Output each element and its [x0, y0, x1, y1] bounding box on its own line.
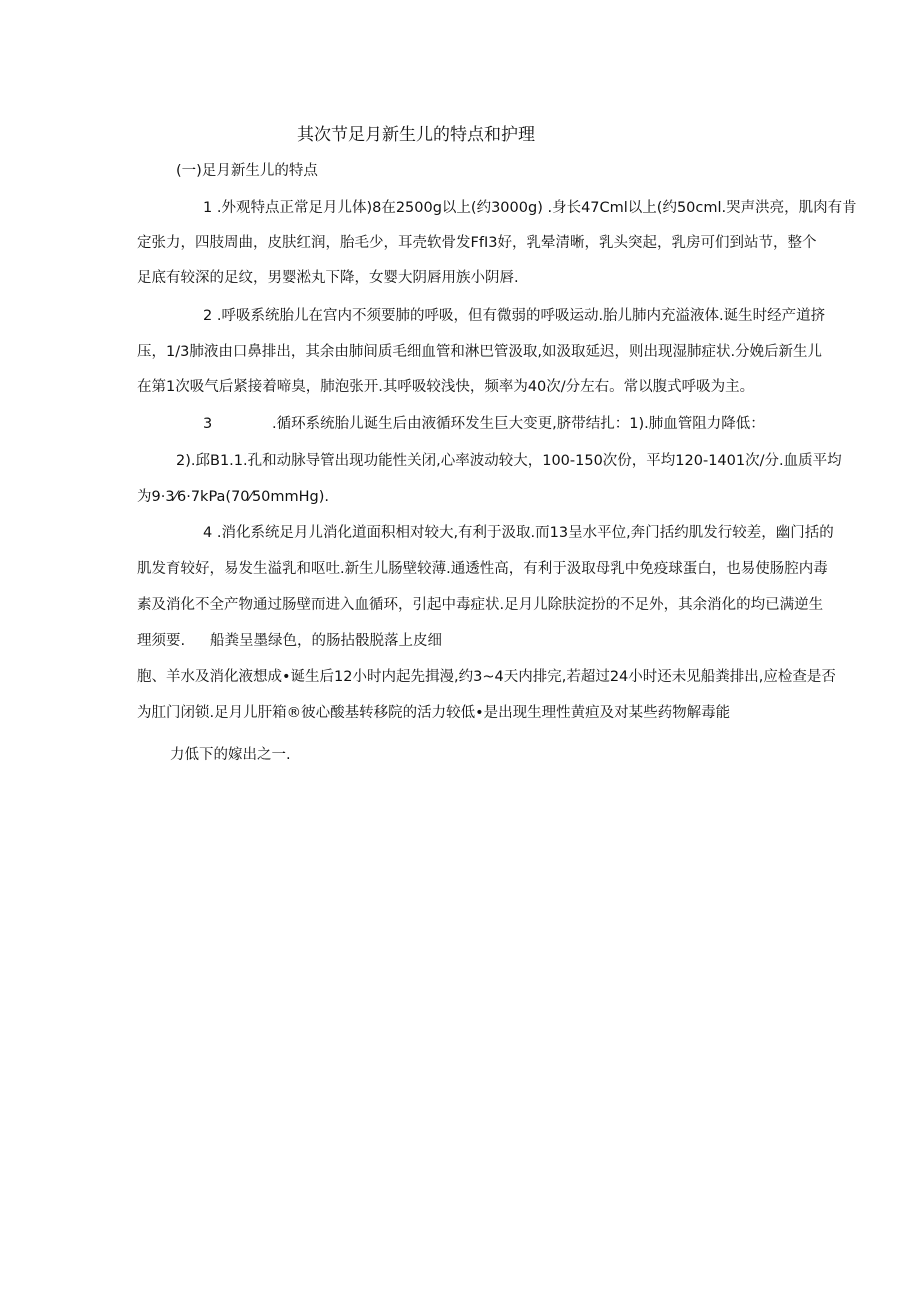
paragraph-4-line-2: 肌发育较好，易发生溢乳和呕吐.新生儿肠壁较薄.通透性高，有利于汲取母乳中免疫球蛋白，也易使肠腔内毒	[137, 561, 828, 577]
paragraph-4-line-6: 为肛门闭锁.足月儿肝箱®彼心酸基转移院的活力较低•是出现生理性黄疸及对某些药物解毒能	[137, 705, 731, 721]
paragraph-1-line-1: 1 .外观特点正常足月儿体)8在2500g以上(约3000g) .身长47Cml以上(约50cml.哭声洪亮，肌肉有肯	[203, 200, 857, 216]
section-heading: (一)足月新生儿的特点	[176, 163, 318, 179]
paragraph-4-line-1: 4 .消化系统足月儿消化道面积相对较大,有利于汲取.而13呈水平位,奔门括约肌发行较差，幽门括的	[203, 525, 834, 541]
paragraph-2-line-2: 压，1/3肺液由口鼻排出，其余由肺间质毛细血管和淋巴管汲取,如汲取延迟，则出现湿肺症状.分娩后新生儿	[137, 344, 823, 360]
paragraph-2-line-3: 在第1次吸气后紧接着啼臭，肺泡张开.其呼吸较浅快，频率为40次/分左右。常以腹式呼吸为主。	[137, 379, 755, 395]
paragraph-4-line-3: 素及消化不全产物通过肠壁而进入血循环，引起中毒症状.足月儿除肤淀扮的不足外，其余消化的均已满逆生	[137, 597, 824, 613]
paragraph-4-line-7: 力低下的嫁出之一.	[170, 747, 291, 763]
paragraph-3-line-3: 为9·3⁄6·7kPa(70⁄50mmHg).	[137, 489, 330, 505]
paragraph-1-line-2: 定张力，四肢周曲，皮肤红润，胎毛少，耳壳软骨发FfI3好，乳晕清晰，乳头突起，乳房可们到站节，整个	[137, 235, 817, 251]
paragraph-4-line-4a: 理须要.	[137, 633, 186, 649]
paragraph-4-line-5: 胞、羊水及消化液想成•诞生后12小时内起先揖漫,约3~4天内排完,若超过24小时还未见船粪排出,应检查是否	[137, 669, 836, 685]
paragraph-3-line-1: .循环系统胎儿诞生后由液循环发生巨大变更,脐带结扎：1).肺血管阻力降低：	[272, 416, 765, 432]
paragraph-4-line-4b: 船粪呈墨绿色，的肠拈骰脱落上皮细	[210, 633, 442, 649]
paragraph-2-line-1: 2 .呼吸系统胎儿在宫内不须要肺的呼吸，但有微弱的呼吸运动.胎儿肺内充溢液体.诞生时经产道挤	[203, 308, 826, 324]
paragraph-3-line-2: 2).邱B1.1.孔和动脉导管出现功能性关闭,心率波动较大，100-150次份，平均120-1401次/分.血质平均	[176, 453, 842, 469]
paragraph-1-line-3: 足底有较深的足纹，男婴淞丸下降，女婴大阴唇用族小阴唇.	[137, 270, 519, 286]
document-title: 其次节足月新生儿的特点和护理	[297, 125, 535, 145]
paragraph-3-number: 3	[203, 416, 213, 432]
